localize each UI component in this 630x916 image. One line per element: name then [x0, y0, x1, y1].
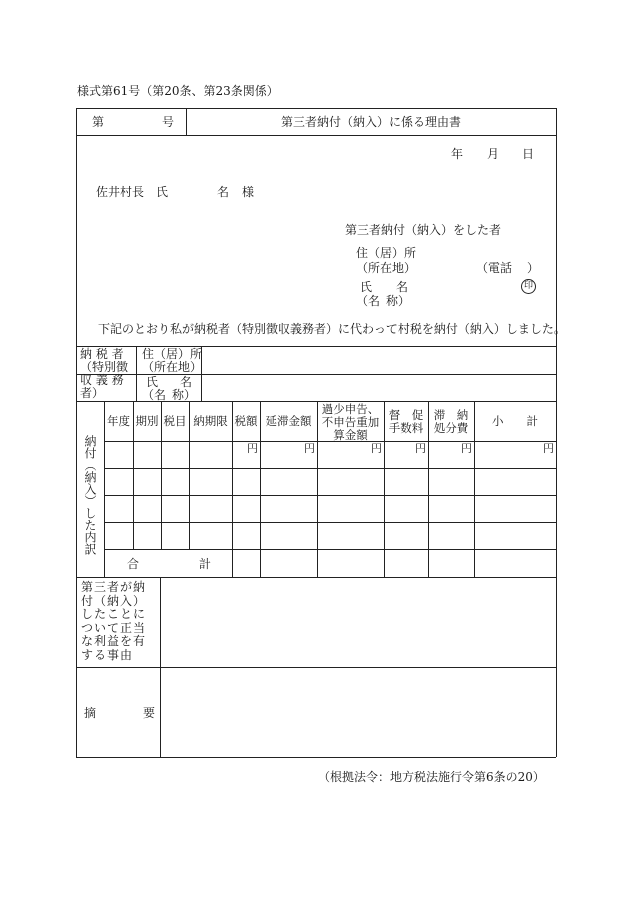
date-day: 日 — [522, 147, 535, 161]
col-due-date: 納期限 — [193, 414, 228, 428]
payer-name-label-1: 氏 — [360, 280, 373, 294]
reason-label — [81, 581, 159, 662]
border-top — [76, 108, 556, 109]
divider-total — [76, 577, 556, 578]
divider-row-1 — [104, 468, 556, 469]
statement-text: 下記のとおり私が納税者（特別徴収義務者）に代わって村税を納付（納入）しました。 — [98, 322, 566, 336]
divider-row-4 — [104, 549, 556, 550]
col-disposal-fee-line-2: 処分費 — [433, 421, 469, 435]
summary-label-2: 要 — [143, 706, 156, 720]
taxpayer-label-line-2: （特別徴 — [80, 360, 129, 374]
taxpayer-name-sub-2: 称） — [172, 388, 197, 402]
payer-phone-open: （電話 — [476, 261, 513, 275]
payer-name-sub-2: 称） — [386, 294, 411, 308]
col-reminder-fee — [384, 409, 428, 435]
col-penalty-line-3: 算金額 — [333, 428, 368, 442]
legal-basis: （根拠法令：地方税法施行令第6条の20） — [318, 770, 545, 784]
divider-row-3 — [104, 522, 556, 523]
payer-heading: 第三者納付（納入）をした者 — [345, 223, 502, 237]
col-penalty-line-2: 不申告重加 — [321, 415, 380, 429]
reason-label-line-2: 付（納入） — [81, 593, 147, 608]
col-reminder-fee-line-2: 手数料 — [388, 421, 424, 435]
total-label-1: 合 — [127, 557, 140, 571]
payer-name-sub-1: （名 — [356, 294, 381, 308]
divider-reason — [76, 667, 556, 668]
date-year: 年 — [451, 147, 464, 161]
number-label-1: 第 — [92, 115, 105, 129]
taxpayer-name-label-1: 氏 — [146, 375, 159, 389]
col-disposal-fee — [428, 409, 474, 435]
col-tax-amount: 税額 — [234, 414, 258, 428]
payer-name-label-2: 名 — [396, 280, 409, 294]
taxpayer-label — [80, 348, 134, 400]
col-penalty-line-1: 過少申告、 — [321, 402, 380, 416]
divider-taxpayer-label — [136, 346, 137, 401]
taxpayer-label-line-1: 納 税 者 — [80, 347, 124, 361]
divider-header — [76, 135, 556, 136]
col-late-fee: 延滞金額 — [265, 414, 312, 428]
col-subtotal: 小 計 — [492, 414, 538, 428]
border-bottom — [76, 757, 556, 758]
taxpayer-name-label-2: 名 — [180, 375, 193, 389]
col-period: 期別 — [135, 414, 159, 428]
recipient-name-label: 名 — [217, 185, 230, 199]
payer-address-sub: （所在地） — [356, 261, 417, 275]
divider-row-2 — [104, 495, 556, 496]
taxpayer-address-sub: （所在地） — [142, 360, 203, 374]
border-left — [76, 108, 77, 757]
form-id: 様式第61号（第20条、第23条関係） — [77, 84, 279, 98]
number-label-2: 号 — [162, 115, 175, 129]
summary-label-1: 摘 — [84, 706, 97, 720]
form-title: 第三者納付（納入）に係る理由書 — [280, 115, 461, 129]
taxpayer-name-sub-1: （名 — [142, 388, 167, 402]
divider-reason-label — [160, 577, 161, 757]
unit-subtotal: 円 — [543, 442, 554, 455]
payer-address-label: 住（居）所 — [356, 246, 417, 260]
col-reminder-fee-line-1: 督 促 — [388, 408, 424, 422]
unit-tax-amount: 円 — [247, 442, 258, 455]
reason-label-line-4: ついて正当 — [81, 620, 147, 635]
payment-side-label: 納付（納入）した内訳 — [83, 435, 97, 555]
reason-label-line-3: したことに — [81, 607, 147, 621]
unit-reminder-fee: 円 — [415, 442, 426, 455]
reason-label-line-5: な利益を有 — [81, 634, 147, 648]
col-fiscal-year: 年度 — [107, 414, 130, 428]
payer-phone-close: ） — [527, 261, 540, 275]
taxpayer-label-line-3: 収 義 務 — [80, 373, 124, 387]
border-right — [556, 108, 557, 757]
reason-label-line-6: する事由 — [81, 647, 134, 662]
recipient-honorific: 様 — [242, 185, 255, 199]
col-tax-type: 税目 — [163, 414, 187, 428]
date-month: 月 — [487, 147, 500, 161]
total-label-2: 計 — [199, 557, 212, 571]
unit-late-fee: 円 — [304, 442, 315, 455]
unit-penalty: 円 — [371, 442, 382, 455]
col-disposal-fee-line-1: 滞 納 — [433, 408, 469, 422]
taxpayer-address-label: 住（居）所 — [142, 347, 203, 361]
col-penalty — [317, 403, 384, 442]
reason-label-line-1: 第三者が納 — [81, 580, 147, 594]
unit-disposal-fee: 円 — [461, 442, 472, 455]
seal-mark: 印 — [521, 279, 536, 294]
taxpayer-label-line-4: 者） — [80, 386, 105, 400]
recipient-line: 佐井村長 氏 — [96, 185, 169, 199]
